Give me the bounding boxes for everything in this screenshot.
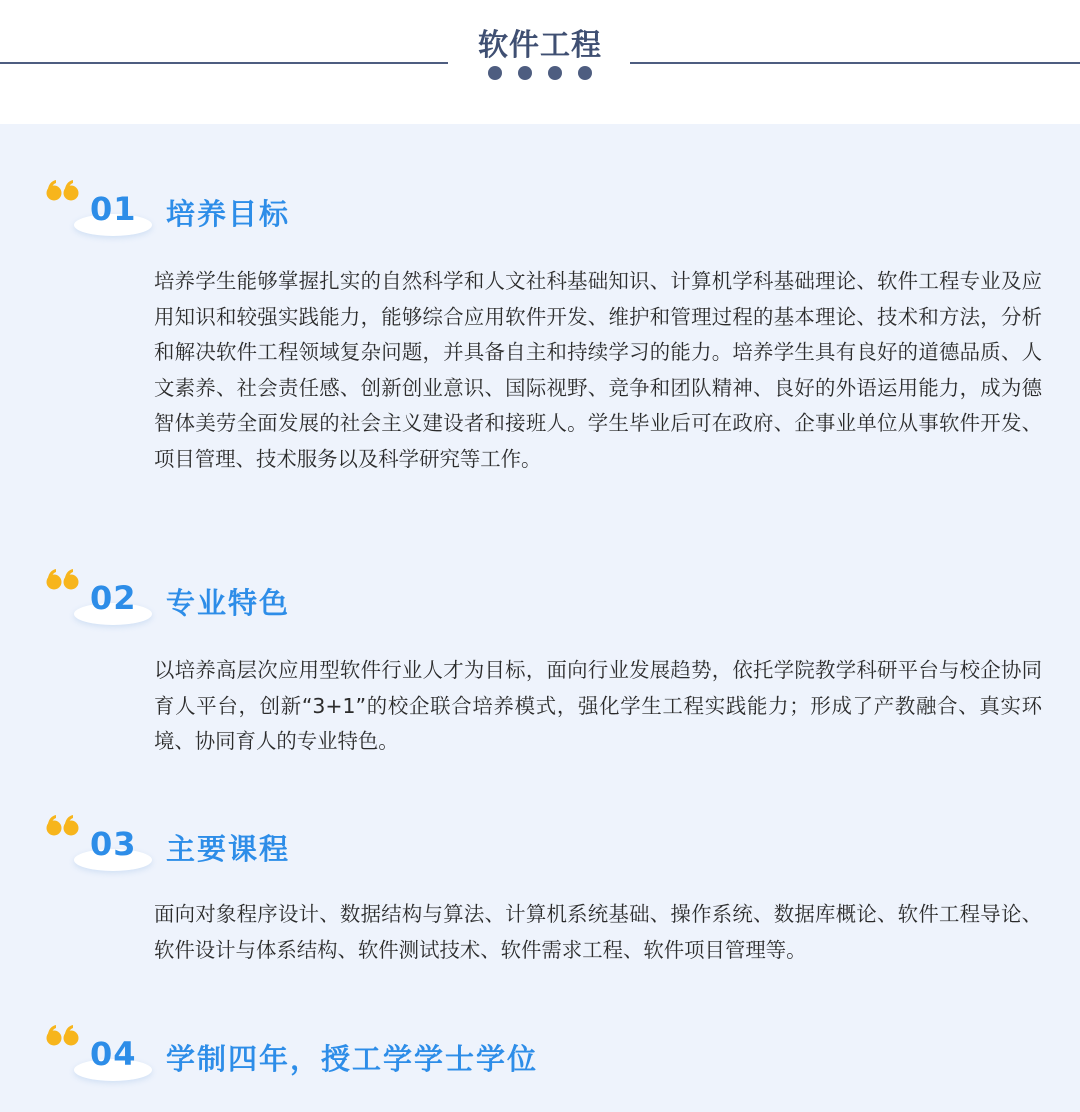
dot	[518, 66, 532, 80]
section-features	[0, 569, 1080, 753]
page-title: 软件工程	[478, 28, 602, 63]
section-number: 04	[90, 1035, 137, 1073]
section-title: 专业特色	[166, 586, 291, 620]
dot	[548, 66, 562, 80]
header-dots	[488, 66, 592, 80]
section-courses	[0, 815, 1080, 962]
section-body: 以培养高层次应用型软件行业人才为目标，面向行业发展趋势，依托学院教学科研平台与校企协同育人平台，创新“3+1”的校企联合培养模式，强化学生工程实践能力；形成了产教融合、真实环境、协同育人的专业特色。	[154, 658, 1042, 753]
section-title: 主要课程	[166, 832, 291, 866]
dot	[578, 66, 592, 80]
section-title: 学制四年，授工学学士学位	[166, 1042, 539, 1076]
section-number: 01	[90, 190, 137, 228]
quote-icon	[46, 1025, 80, 1047]
quote-icon	[46, 569, 80, 591]
section-heading	[0, 1025, 1080, 1085]
section-heading	[0, 815, 1080, 875]
section-body: 培养学生能够掌握扎实的自然科学和人文社科基础知识、计算机学科基础理论、软件工程专业及应用知识和较强实践能力，能够综合应用软件开发、维护和管理过程的基本理论、技术和方法，分析和解决软件工程领域复杂问题，并具备自主和持续学习的能力。培养学生具有良好的道德品质、人文素养、社会责任感、创新创业意识、国际视野、竞争和团队精神、良好的外语运用能力，成为德智体美劳全面发展的社会主义建设者和接班人。学生毕业后可在政府、企事业单位从事软件开发、项目管理、技术服务以及科学研究等工作。	[154, 269, 1042, 471]
section-number: 02	[90, 579, 137, 617]
section-title: 培养目标	[166, 197, 291, 231]
section-body: 面向对象程序设计、数据结构与算法、计算机系统基础、操作系统、数据库概论、软件工程导论、软件设计与体系结构、软件测试技术、软件需求工程、软件项目管理等。	[154, 902, 1042, 962]
quote-icon	[46, 815, 80, 837]
section-heading	[0, 569, 1080, 629]
section-degree	[0, 1025, 1080, 1085]
section-training-goals	[0, 180, 1080, 471]
dot	[488, 66, 502, 80]
page-header	[0, 0, 1080, 124]
section-number: 03	[90, 825, 137, 863]
quote-icon	[46, 180, 80, 202]
header-divider-right	[630, 62, 1080, 64]
section-heading	[0, 180, 1080, 240]
